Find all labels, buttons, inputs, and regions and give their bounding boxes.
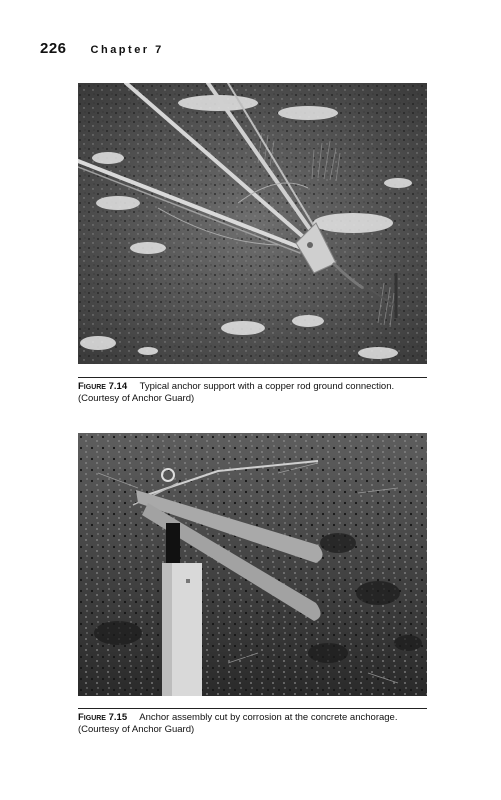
figure-7-15-photo	[78, 433, 427, 696]
caption-credit: (Courtesy of Anchor Guard)	[78, 723, 195, 735]
caption-text: Anchor assembly cut by corrosion at the concrete anchorage.	[139, 712, 398, 723]
caption-text: Typical anchor support with a copper rod ground connection.	[139, 381, 395, 392]
page-number: 226	[40, 40, 67, 57]
figure-7-15-rule	[78, 708, 427, 709]
figure-label: Figure	[78, 712, 106, 723]
caption-credit: (Courtesy of Anchor Guard)	[78, 392, 195, 404]
figure-number: 7.14	[108, 381, 128, 392]
figure-label: Figure	[78, 381, 106, 392]
chapter-title: Chapter 7	[90, 44, 164, 56]
figure-7-14-rule	[78, 377, 427, 378]
figure-number: 7.15	[108, 712, 128, 723]
running-header	[40, 40, 164, 60]
figure-7-14-photo	[78, 83, 427, 364]
figure-7-15-caption	[78, 712, 427, 735]
figure-7-14-caption	[78, 381, 427, 404]
